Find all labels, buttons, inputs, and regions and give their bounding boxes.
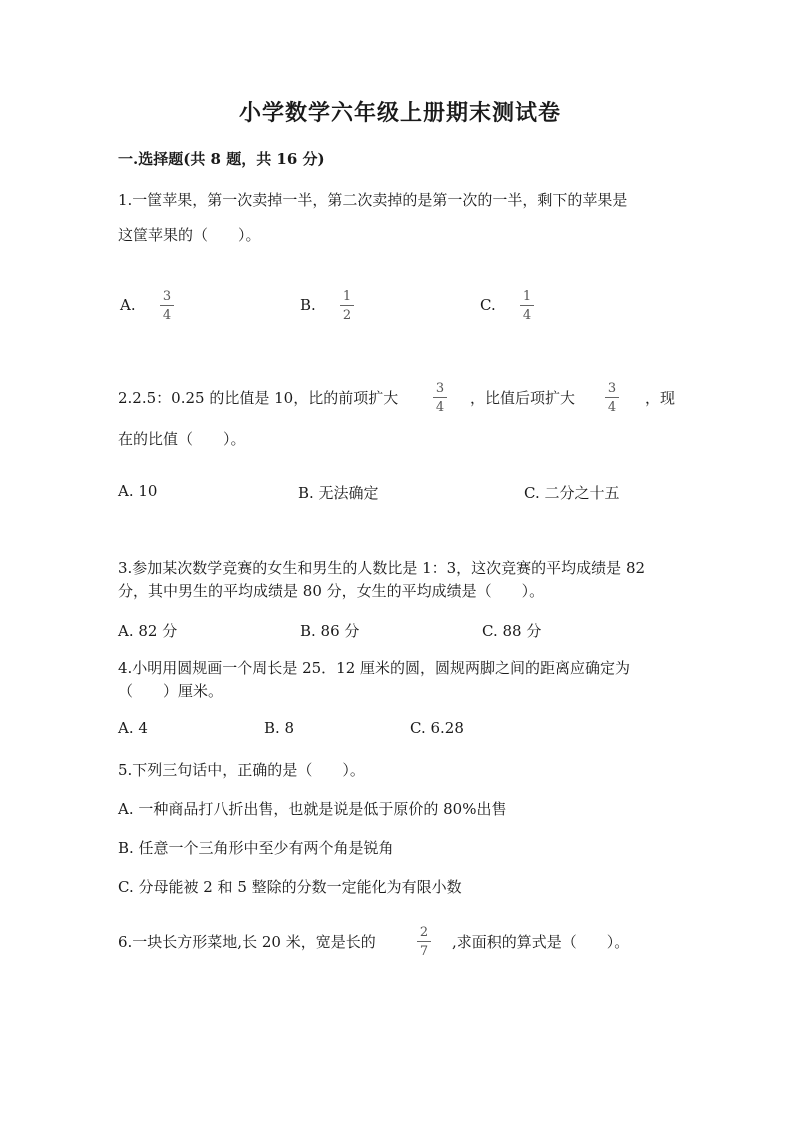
fraction-denominator: 4 [522, 308, 532, 323]
question-1-option-a-fraction [160, 290, 174, 322]
question-6-text-end: ,求面积的算式是（ ）。 [452, 933, 630, 951]
fraction-denominator: 4 [162, 308, 172, 323]
question-5-option-b: B. 任意一个三角形中至少有两个角是锐角 [118, 839, 394, 857]
fraction-numerator: 2 [419, 925, 429, 940]
question-3-option-c: C. 88 分 [482, 622, 542, 640]
page-title: 小学数学六年级上册期末测试卷 [238, 100, 561, 126]
question-4-option-b: B. 8 [264, 719, 295, 737]
question-1-text-cont: 这筐苹果的（ ）。 [118, 226, 261, 244]
question-6-fraction [417, 926, 431, 958]
question-4-option-c: C. 6.28 [410, 719, 464, 737]
fraction-denominator: 7 [419, 944, 429, 959]
question-2-text: 2.2.5：0.25 的比值是 10，比的前项扩大 [118, 389, 399, 407]
question-2-option-c: C. 二分之十五 [524, 484, 620, 502]
question-2-option-b: B. 无法确定 [298, 484, 379, 502]
question-1-option-c-fraction [520, 290, 534, 322]
fraction-denominator: 4 [607, 400, 617, 415]
question-2-fraction-1 [433, 382, 447, 414]
question-2-option-a: A. 10 [118, 482, 158, 500]
fraction-numerator: 3 [435, 381, 445, 396]
fraction-numerator: 1 [342, 289, 352, 304]
question-2-fraction-2 [605, 382, 619, 414]
fraction-numerator: 3 [162, 289, 172, 304]
fraction-denominator: 2 [342, 308, 352, 323]
question-6-text: 6.一块长方形菜地,长 20 米，宽是长的 [118, 933, 376, 951]
question-2-text-mid: ，比值后项扩大 [470, 389, 576, 407]
section-heading: 一.选择题(共 8 题，共 16 分) [118, 150, 325, 168]
question-1-text: 1.一筐苹果，第一次卖掉一半，第二次卖掉的是第一次的一半，剩下的苹果是 [118, 191, 628, 209]
question-5-text: 5.下列三句话中，正确的是（ ）。 [118, 761, 365, 779]
question-2-text-end: ，现 [645, 389, 676, 407]
question-3-text-cont: 分，其中男生的平均成绩是 80 分，女生的平均成绩是（ ）。 [118, 582, 545, 600]
fraction-numerator: 3 [607, 381, 617, 396]
question-5-option-c: C. 分母能被 2 和 5 整除的分数一定能化为有限小数 [118, 878, 462, 896]
question-1-option-b-letter: B. [300, 296, 316, 314]
question-1-option-c-letter: C. [480, 296, 496, 314]
question-5-option-a: A. 一种商品打八折出售，也就是说是低于原价的 80%出售 [118, 800, 507, 818]
question-1-option-a-letter: A. [120, 296, 136, 314]
question-4-text: 4.小明用圆规画一个周长是 25．12 厘米的圆，圆规两脚之间的距离应确定为 [118, 659, 631, 677]
question-4-option-a: A. 4 [118, 719, 148, 737]
question-3-option-a: A. 82 分 [118, 622, 178, 640]
question-1-option-b-fraction [340, 290, 354, 322]
question-3-text: 3.参加某次数学竞赛的女生和男生的人数比是 1：3，这次竞赛的平均成绩是 82 [118, 559, 646, 577]
question-3-option-b: B. 86 分 [300, 622, 360, 640]
question-2-text-cont: 在的比值（ ）。 [118, 430, 246, 448]
fraction-numerator: 1 [522, 289, 532, 304]
question-4-text-cont: （ ）厘米。 [118, 682, 224, 700]
fraction-denominator: 4 [435, 400, 445, 415]
